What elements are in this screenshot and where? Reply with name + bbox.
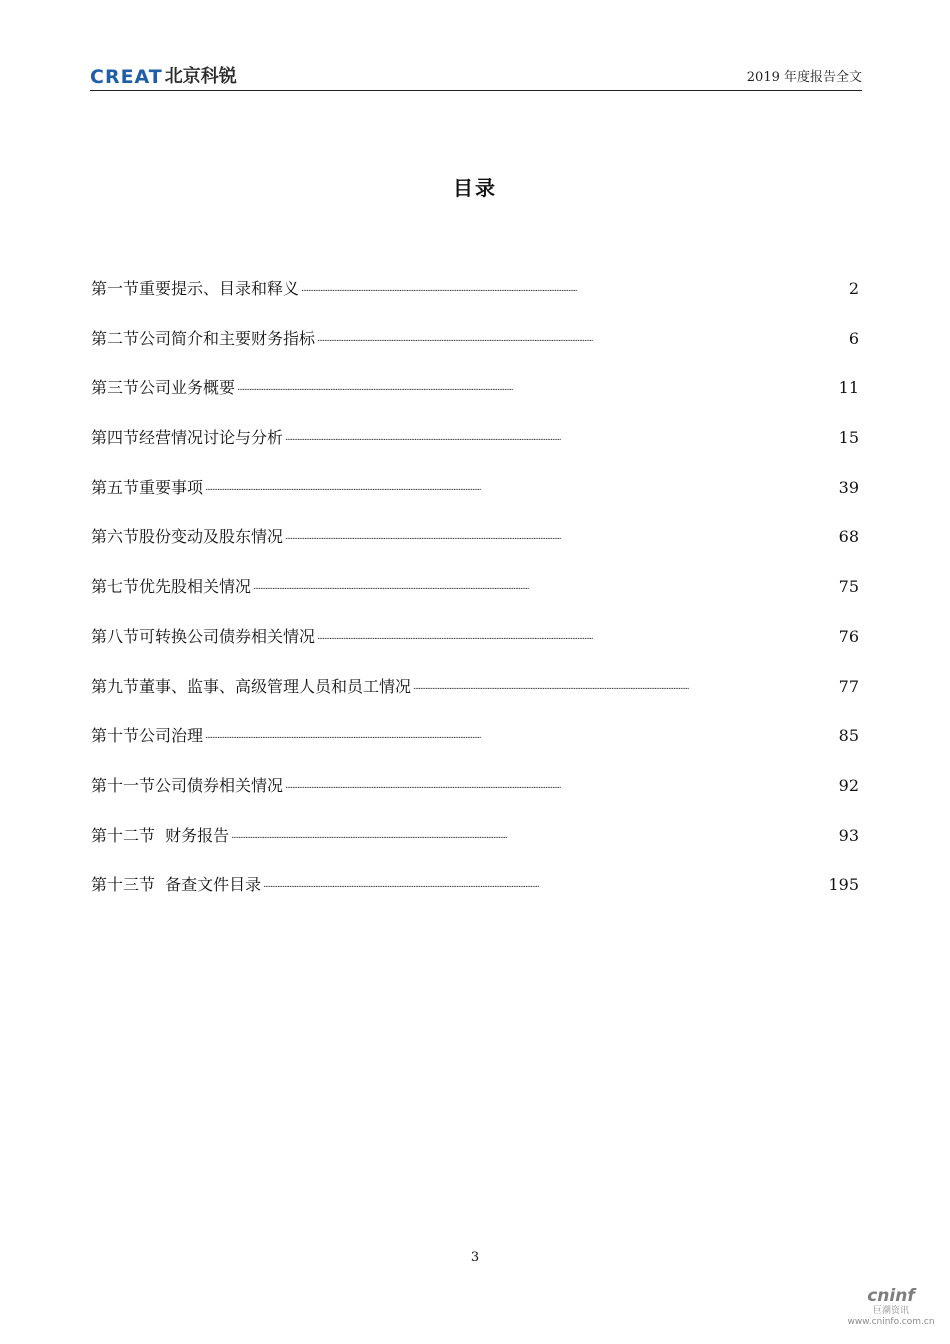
toc-entry-page: 11 bbox=[838, 378, 859, 398]
table-of-contents bbox=[91, 278, 859, 924]
toc-entry-label: 第二节公司简介和主要财务指标 bbox=[91, 328, 316, 348]
toc-dot-leader bbox=[317, 330, 847, 344]
toc-entry-label: 第七节优先股相关情况 bbox=[91, 577, 252, 597]
page-header bbox=[90, 62, 862, 91]
toc-entry-label: 第八节可转换公司债券相关情况 bbox=[91, 626, 316, 646]
toc-entry bbox=[91, 775, 859, 825]
toc-entry bbox=[91, 676, 859, 726]
toc-entry-page: 68 bbox=[838, 527, 859, 547]
toc-entry bbox=[91, 377, 859, 427]
cninfo-logo-text: cninf bbox=[867, 1286, 915, 1306]
toc-dot-leader bbox=[285, 777, 837, 791]
logo-chinese-text: 北京科锐 bbox=[164, 66, 237, 87]
toc-dot-leader bbox=[237, 379, 837, 393]
toc-dot-leader bbox=[413, 678, 837, 692]
toc-entry-label: 第六节股份变动及股东情况 bbox=[91, 527, 284, 547]
toc-entry-page: 75 bbox=[838, 577, 859, 597]
toc-entry-page: 85 bbox=[838, 726, 859, 746]
toc-entry bbox=[91, 427, 859, 477]
toc-entry-label: 第一节重要提示、目录和释义 bbox=[91, 279, 300, 298]
page-number: 3 bbox=[470, 1250, 480, 1265]
company-logo bbox=[90, 66, 237, 88]
cninfo-watermark bbox=[846, 1286, 936, 1328]
toc-dot-leader bbox=[205, 727, 837, 741]
toc-dot-leader bbox=[253, 578, 837, 592]
toc-entry-page: 39 bbox=[838, 477, 859, 497]
toc-entry bbox=[91, 825, 859, 875]
cninfo-chinese-text: 巨潮资讯 bbox=[872, 1306, 909, 1316]
toc-entry-label: 第十节公司治理 bbox=[91, 726, 204, 746]
toc-entry bbox=[91, 725, 859, 775]
toc-dot-leader bbox=[231, 827, 836, 841]
toc-entry-label: 第五节重要事项 bbox=[91, 477, 204, 497]
toc-entry-page: 6 bbox=[848, 328, 859, 348]
toc-entry bbox=[91, 626, 859, 676]
toc-entry bbox=[91, 278, 859, 328]
cninfo-url: www.cninfo.com.cn bbox=[847, 1317, 935, 1327]
toc-entry-label: 第十三节 备查文件目录 bbox=[91, 875, 262, 895]
toc-entry-page: 2 bbox=[848, 279, 859, 298]
toc-dot-leader bbox=[301, 280, 847, 294]
document-title: 2019 年度报告全文 bbox=[746, 70, 862, 85]
page-title: 目录 bbox=[453, 176, 497, 200]
toc-entry-label: 第三节公司业务概要 bbox=[91, 378, 236, 398]
toc-entry-page: 76 bbox=[838, 626, 859, 646]
toc-dot-leader bbox=[317, 628, 837, 642]
toc-entry-label: 第十二节 财务报告 bbox=[91, 825, 230, 845]
logo-latin-text: CREAT bbox=[90, 66, 163, 88]
toc-entry-page: 195 bbox=[828, 875, 859, 895]
toc-entry bbox=[91, 526, 859, 576]
toc-entry-label: 第九节董事、监事、高级管理人员和员工情况 bbox=[91, 676, 412, 696]
toc-entry-label: 第四节经营情况讨论与分析 bbox=[91, 428, 284, 448]
toc-entry bbox=[91, 576, 859, 626]
toc-entry bbox=[91, 328, 859, 378]
toc-dot-leader bbox=[205, 479, 837, 493]
toc-dot-leader bbox=[285, 429, 837, 443]
toc-dot-leader bbox=[263, 876, 826, 890]
toc-entry-page: 77 bbox=[838, 676, 859, 696]
toc-entry-label: 第十一节公司债券相关情况 bbox=[91, 775, 284, 795]
toc-dot-leader bbox=[285, 528, 837, 542]
toc-entry-page: 15 bbox=[838, 428, 859, 448]
toc-entry bbox=[91, 477, 859, 527]
toc-entry-page: 93 bbox=[838, 825, 859, 845]
toc-entry-page: 92 bbox=[838, 775, 859, 795]
toc-entry bbox=[91, 874, 859, 924]
